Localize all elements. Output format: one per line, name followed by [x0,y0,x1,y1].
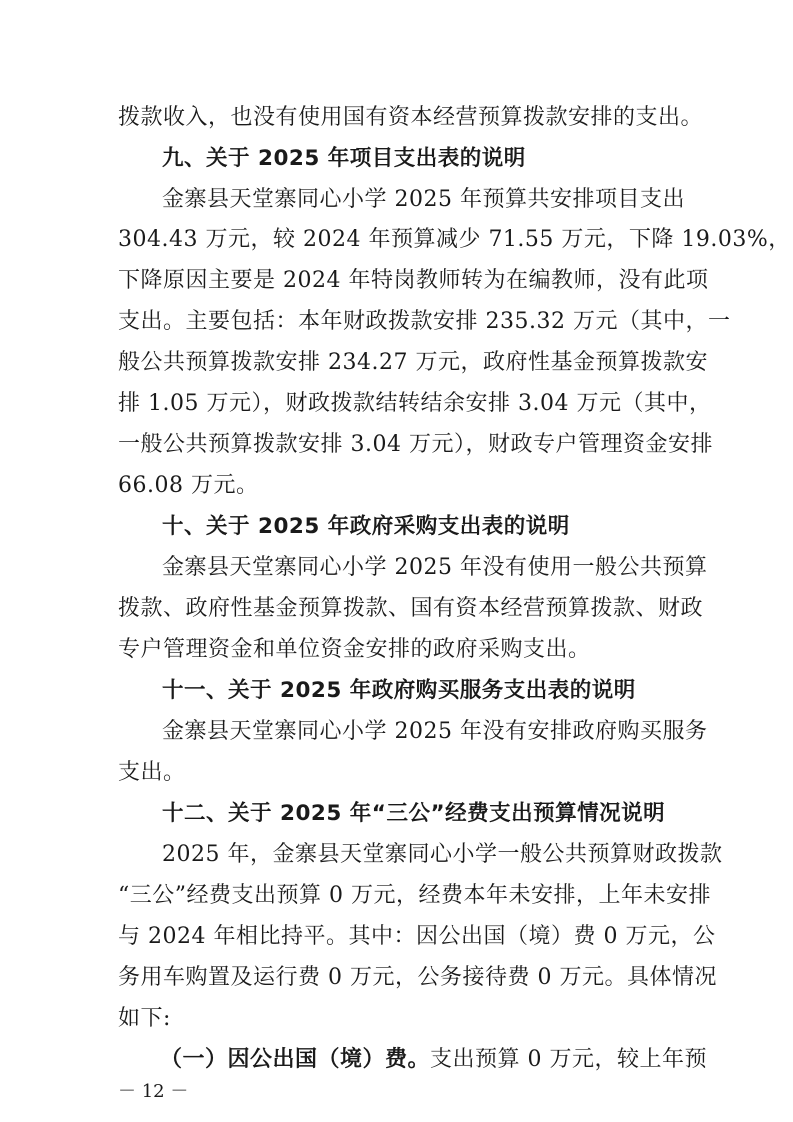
paragraph-line: 金寨县天堂寨同心小学 2025 年没有安排政府购买服务 [162,719,708,744]
paragraph-line: 如下: [118,1006,171,1031]
paragraph-line: 支出。主要包括：本年财政拨款安排 235.32 万元（其中，一 [118,309,731,334]
paragraph-line: 拨款、政府性基金预算拨款、国有资本经营预算拨款、财政 [118,596,704,621]
paragraph-line: 304.43 万元，较 2024 年预算减少 71.55 万元，下降 19.03%， [118,227,791,252]
paragraph-line: 2025 年，金寨县天堂寨同心小学一般公共预算财政拨款 [162,842,723,867]
section-heading-11: 十一、关于 2025 年政府购买服务支出表的说明 [162,678,636,703]
section-heading-9: 九、关于 2025 年项目支出表的说明 [162,146,526,171]
paragraph-line: 务用车购置及运行费 0 万元，公务接待费 0 万元。具体情况 [118,965,717,990]
subsection-title: （一）因公出国（境）费。 [160,1047,431,1072]
paragraph-line: 金寨县天堂寨同心小学 2025 年预算共安排项目支出 [162,187,685,212]
section-heading-10: 十、关于 2025 年政府采购支出表的说明 [162,514,570,539]
paragraph-line: 金寨县天堂寨同心小学 2025 年没有使用一般公共预算 [162,555,708,580]
paragraph-line: 与 2024 年相比持平。其中：因公出国（境）费 0 万元，公 [118,924,716,949]
paragraph-line: 下降原因主要是 2024 年特岗教师转为在编教师，没有此项 [118,268,709,293]
paragraph-line: 排 1.05 万元），财政拨款结转结余安排 3.04 万元（其中， [118,391,712,416]
section-heading-12: 十二、关于 2025 年“三公”经费支出预算情况说明 [162,801,666,826]
paragraph-line: 支出。 [118,760,186,785]
paragraph-line: 般公共预算拨款安排 234.27 万元，政府性基金预算拨款安 [118,350,708,375]
paragraph-line: 一般公共预算拨款安排 3.04 万元），财政专户管理资金安排 [118,432,713,457]
paragraph-line: 66.08 万元。 [118,473,259,498]
paragraph-line: 专户管理资金和单位资金安排的政府采购支出。 [118,637,591,662]
subsection-text: 支出预算 0 万元，较上年预 [430,1047,707,1072]
paragraph-line: 拨款收入，也没有使用国有资本经营预算拨款安排的支出。 [118,105,704,130]
subsection-line [160,1045,707,1075]
paragraph-line: “三公”经费支出预算 0 万元，经费本年未安排，上年未安排 [118,883,711,908]
page-number: － 12 － [118,1081,189,1102]
